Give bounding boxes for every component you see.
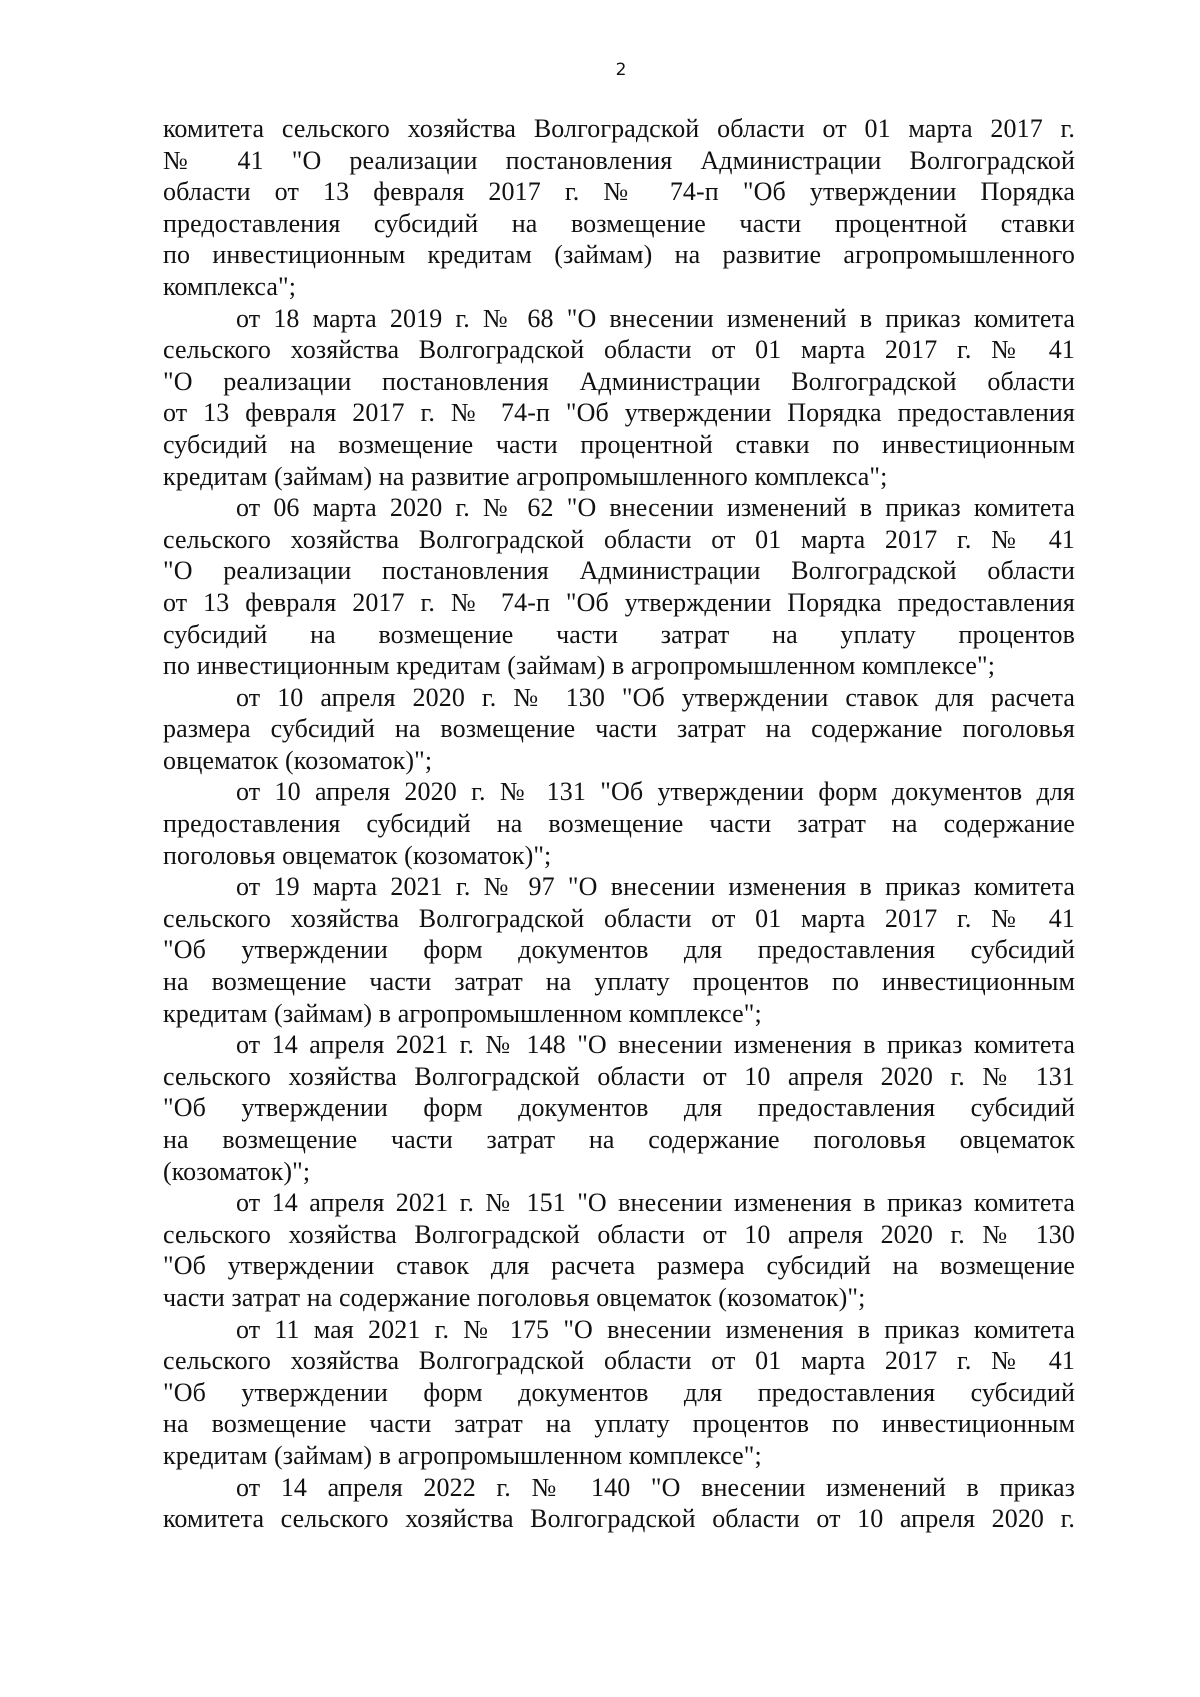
paragraph-line: сельского хозяйства Волгоградской области от 01 марта 2017 г. № 41 — [163, 335, 1075, 365]
paragraph — [163, 682, 1075, 777]
paragraph-line: предоставления субсидий на возмещение части затрат на содержание — [163, 809, 1075, 839]
paragraph-line: субсидий на возмещение части процентной ставки по инвестиционным — [163, 429, 1075, 459]
paragraph-line: сельского хозяйства Волгоградской области от 01 марта 2017 г. № 41 — [163, 903, 1075, 933]
paragraph-line: части затрат на содержание поголовья овцематок (козоматок)"; — [163, 1282, 866, 1312]
paragraph — [163, 1472, 1075, 1535]
paragraph-line: № 41 "О реализации постановления Администрации Волгоградской — [163, 145, 1075, 175]
paragraph — [163, 871, 1075, 1029]
paragraph-line: размера субсидий на возмещение части затрат на содержание поголовья — [163, 714, 1075, 744]
paragraph-line: поголовья овцематок (козоматок)"; — [163, 840, 552, 870]
paragraph-line: предоставления субсидий на возмещение части процентной ставки — [163, 208, 1075, 238]
paragraph-line: кредитам (займам) на развитие агропромышленного комплекса"; — [163, 461, 888, 491]
paragraph-line: сельского хозяйства Волгоградской области от 01 марта 2017 г. № 41 — [163, 524, 1075, 554]
paragraph-line: комитета сельского хозяйства Волгоградской области от 10 апреля 2020 г. — [163, 1504, 1075, 1534]
paragraph-line: "Об утверждении форм документов для предоставления субсидий — [163, 935, 1075, 965]
paragraph-line: от 06 марта 2020 г. № 62 "О внесении изменений в приказ комитета — [236, 493, 1075, 523]
paragraph-line: от 10 апреля 2020 г. № 130 "Об утверждении ставок для расчета — [236, 682, 1075, 712]
paragraph-line: "Об утверждении ставок для расчета размера субсидий на возмещение — [163, 1251, 1075, 1281]
paragraph-line: кредитам (займам) в агропромышленном комплексе"; — [163, 998, 762, 1028]
paragraph-line: на возмещение части затрат на уплату процентов по инвестиционным — [163, 967, 1075, 997]
paragraph-line: на возмещение части затрат на уплату процентов по инвестиционным — [163, 1409, 1075, 1439]
paragraph-line: овцематок (козоматок)"; — [163, 745, 433, 775]
paragraph-line: от 19 марта 2021 г. № 97 "О внесении изменения в приказ комитета — [236, 872, 1075, 902]
paragraph-line: от 14 апреля 2022 г. № 140 "О внесении изменений в приказ — [236, 1472, 1075, 1502]
paragraph — [163, 1314, 1075, 1472]
paragraph — [163, 303, 1075, 493]
paragraph-line: субсидий на возмещение части затрат на уплату процентов — [163, 619, 1075, 649]
paragraph-line: на возмещение части затрат на содержание поголовья овцематок — [163, 1125, 1075, 1154]
paragraph-line: сельского хозяйства Волгоградской области от 10 апреля 2020 г. № 131 — [163, 1061, 1075, 1091]
paragraph-line: от 13 февраля 2017 г. № 74-п "Об утверждении Порядка предоставления — [163, 398, 1075, 428]
paragraph — [163, 1187, 1075, 1313]
paragraph-line: "О реализации постановления Администрации Волгоградской области — [163, 556, 1075, 586]
paragraph-line: по инвестиционным кредитам (займам) в агропромышленном комплексе"; — [163, 651, 996, 681]
paragraph-line: (козоматок)"; — [163, 1156, 311, 1186]
paragraph — [163, 113, 1075, 303]
paragraph-line: по инвестиционным кредитам (займам) на развитие агропромышленного — [163, 240, 1075, 270]
paragraph-line: от 10 апреля 2020 г. № 131 "Об утверждении форм документов для — [236, 777, 1075, 807]
paragraph-line: от 14 апреля 2021 г. № 151 "О внесении изменения в приказ комитета — [236, 1188, 1075, 1218]
paragraph-line: "О реализации постановления Администрации Волгоградской области — [163, 366, 1075, 396]
paragraph-line: кредитам (займам) в агропромышленном комплексе"; — [163, 1440, 762, 1470]
paragraph — [163, 1029, 1075, 1187]
page-number: 2 — [615, 60, 627, 80]
paragraph-line: от 14 апреля 2021 г. № 148 "О внесении изменения в приказ комитета — [236, 1030, 1075, 1060]
paragraph-line: от 11 мая 2021 г. № 175 "О внесении изменения в приказ комитета — [236, 1314, 1075, 1344]
paragraph-line: "Об утверждении форм документов для предоставления субсидий — [163, 1093, 1075, 1123]
paragraph-line: от 13 февраля 2017 г. № 74-п "Об утверждении Порядка предоставления — [163, 587, 1075, 617]
paragraph-line: "Об утверждении форм документов для предоставления субсидий — [163, 1377, 1075, 1407]
paragraph-line: сельского хозяйства Волгоградской области от 01 марта 2017 г. № 41 — [163, 1346, 1075, 1376]
paragraph-line: от 18 марта 2019 г. № 68 "О внесении изменений в приказ комитета — [236, 303, 1075, 333]
document-body — [163, 113, 1075, 1535]
paragraph-line: области от 13 февраля 2017 г. № 74-п "Об утверждении Порядка — [163, 177, 1075, 207]
paragraph — [163, 492, 1075, 682]
paragraph-line: сельского хозяйства Волгоградской области от 10 апреля 2020 г. № 130 — [163, 1219, 1075, 1249]
paragraph-line: комитета сельского хозяйства Волгоградской области от 01 марта 2017 г. — [163, 114, 1075, 143]
paragraph-line: комплекса"; — [163, 271, 297, 301]
paragraph — [163, 776, 1075, 871]
